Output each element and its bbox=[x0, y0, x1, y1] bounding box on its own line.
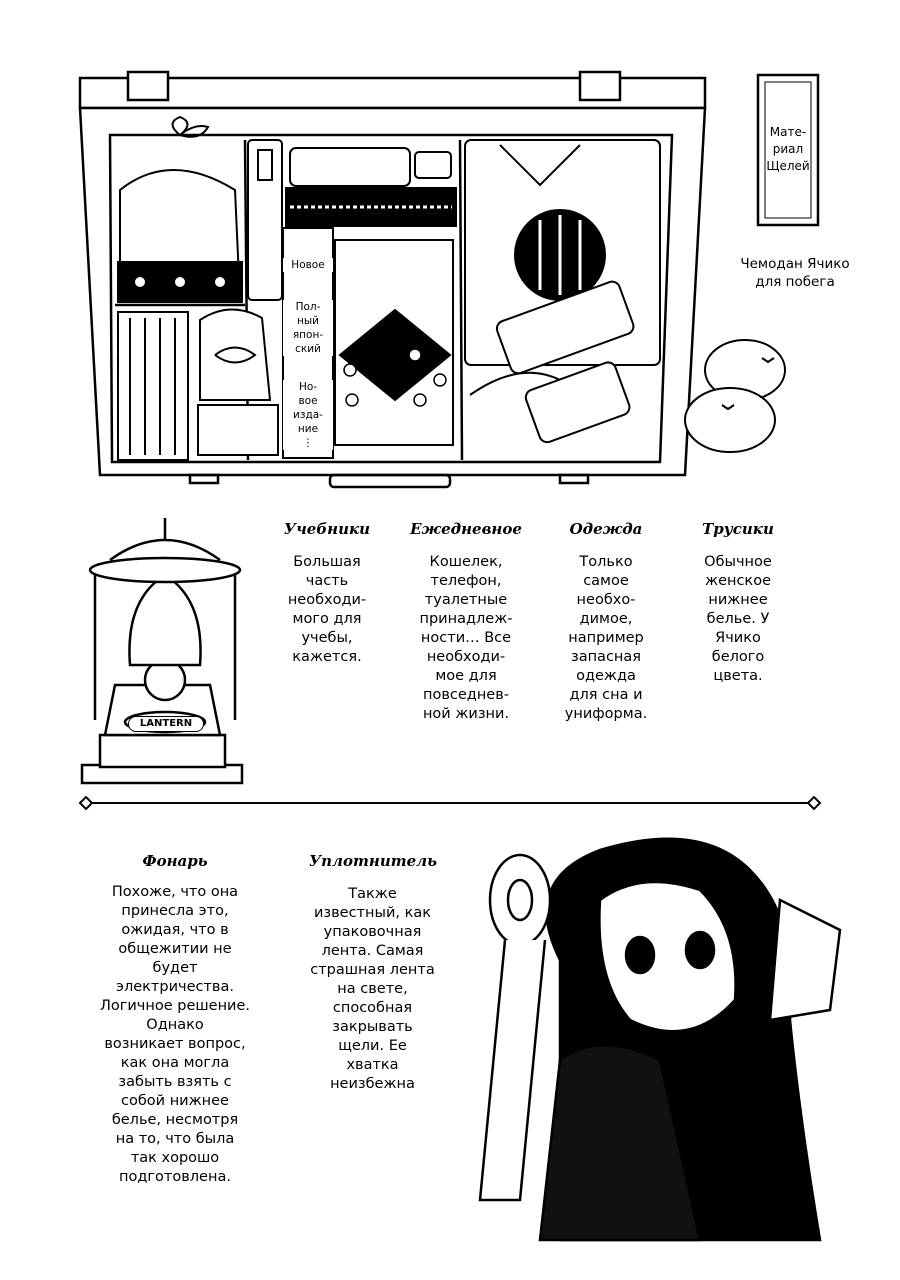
clothes-title: Одежда bbox=[569, 520, 643, 538]
section-divider bbox=[80, 797, 820, 809]
girl-with-tape-illustration bbox=[480, 839, 840, 1240]
sealant-body: Также известный, как упаковочная лента. Самая страшная лента на свете, способная закрывать щели. Ее хватка неизбежна bbox=[310, 886, 435, 1092]
book-label-japanese: Пол- ный япон- ский bbox=[283, 300, 333, 356]
pencil-case bbox=[286, 188, 456, 226]
textbook-stack bbox=[118, 312, 188, 460]
lantern-title: Фонарь bbox=[142, 852, 208, 870]
daily-title: Ежедневное bbox=[410, 520, 522, 538]
textbooks-body: Большая часть необходи- мого для учебы, кажется. bbox=[287, 554, 367, 665]
textbooks-title: Учебники bbox=[283, 520, 371, 538]
clothes-body: Только самое необхо- димое, например запасная одежда для сна и униформа. bbox=[564, 554, 648, 722]
tall-case bbox=[248, 140, 282, 300]
underwear-illustration bbox=[685, 340, 785, 452]
suitcase-caption: Чемодан Ячико для побега bbox=[740, 256, 850, 290]
sealant-title: Уплотнитель bbox=[308, 852, 438, 870]
side-label: Мате- риал Щелей bbox=[766, 125, 810, 173]
lantern-body: Похоже, что она принесла это, ожидая, что в общежитии не будет электричества. Логичное решение. Однако возникает вопрос, как она могла забыть взять с собой нижнее белье, несмотря на то, что была так хорошо подготовлена. bbox=[99, 884, 250, 1185]
underwear-body: Обычное женское нижнее белье. У Ячико белого цвета. bbox=[704, 554, 772, 684]
lantern-brand-label: LANTERN bbox=[128, 716, 204, 732]
book-label-edition: Но- вое изда- ние ⋮ bbox=[283, 380, 333, 450]
book-label-new: Новое bbox=[283, 258, 333, 272]
daily-body: Кошелек, телефон, туалетные принадлеж- ности… Все необходи- мое для повседнев- ной жизни. bbox=[419, 554, 513, 722]
lantern-illustration bbox=[82, 518, 242, 783]
underwear-title: Трусики bbox=[702, 520, 774, 538]
